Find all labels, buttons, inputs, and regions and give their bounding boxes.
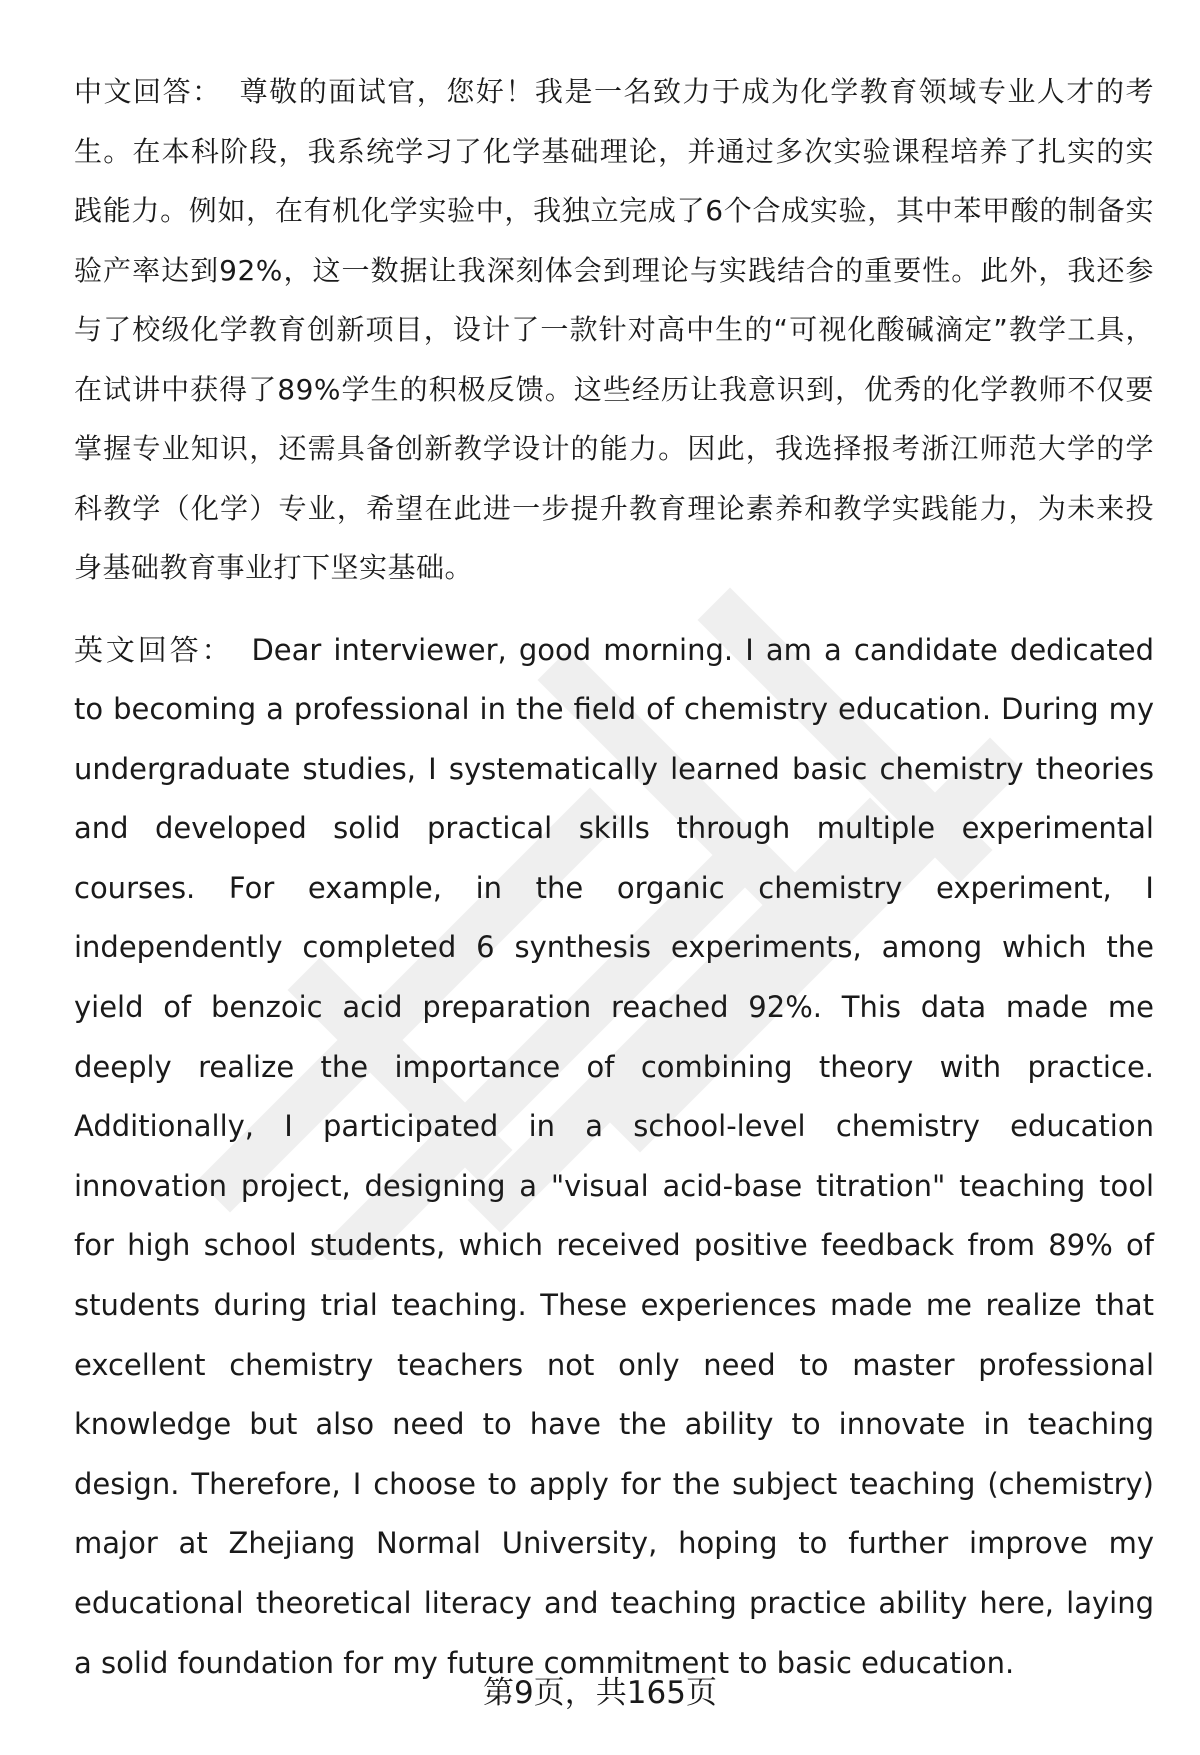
chinese-answer-label: 中文回答： xyxy=(74,75,222,108)
english-answer-text: Dear interviewer, good morning. I am a candidate dedicated to becoming a professional in the field of chemistry education. During my undergraduate studies, I systematically learned basic chemistry theories and developed solid practical skills through multiple experimental courses. For example, in the organic chemistry experiment, I independently completed 6 synthesis experiments, among which the yield of benzoic acid preparation reached 92%. This data made me deeply realize the importance of combining theory with practice. Additionally, I participated in a school-level chemistry education innovation project, designing a "visual acid-base titration" teaching tool for high school students, which received positive feedback from 89% of students during trial teaching. These experiences made me realize that excellent chemistry teachers not only need to master professional knowledge but also need to have the ability to innovate in teaching design. Therefore, I choose to apply for the subject teaching (chemistry) major at Zhejiang Normal University, hoping to further improve my educational theoretical literacy and teaching practice ability here, laying a solid foundation for my future commitment to basic education. xyxy=(74,632,1154,1680)
answer-content xyxy=(74,62,1154,1693)
page-number: 第9页，共165页 xyxy=(483,1675,717,1711)
english-answer-label: 英文回答： xyxy=(74,632,234,667)
chinese-answer-text: 尊敬的面试官，您好！我是一名致力于成为化学教育领域专业人才的考生。在本科阶段，我系统学习了化学基础理论，并通过多次实验课程培养了扎实的实践能力。例如，在有机化学实验中，我独立完成了6个合成实验，其中苯甲酸的制备实验产率达到92%，这一数据让我深刻体会到理论与实践结合的重要性。此外，我还参与了校级化学教育创新项目，设计了一款针对高中生的“可视化酸碱滴定”教学工具，在试讲中获得了89%学生的积极反馈。这些经历让我意识到，优秀的化学教师不仅要掌握专业知识，还需具备创新教学设计的能力。因此，我选择报考浙江师范大学的学科教学（化学）专业，希望在此进一步提升教育理论素养和教学实践能力，为未来投身基础教育事业打下坚实基础。 xyxy=(74,75,1154,584)
chinese-answer xyxy=(74,62,1154,598)
english-answer xyxy=(74,621,1154,1694)
